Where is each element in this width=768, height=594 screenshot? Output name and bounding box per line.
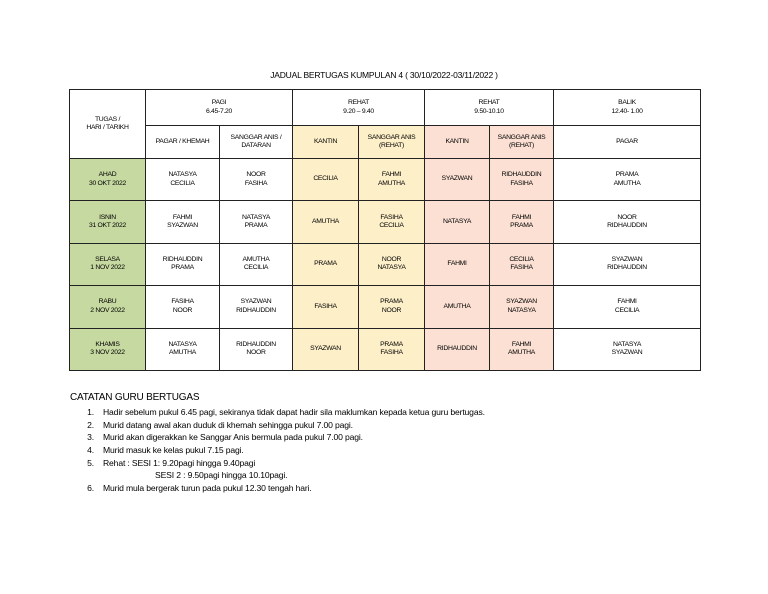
duty-cell [490,159,554,201]
teacher-name: FASIHA [314,302,337,310]
sub-header-sanggar-dataran: SANGGAR ANIS / DATARAN [220,126,293,159]
header-row-groups [70,90,701,126]
duty-cell [146,286,220,328]
teacher-name: FAHMI [447,260,467,268]
teacher-name: FASIHA [244,179,268,187]
duty-cell [146,243,220,285]
teacher-name: RIDHAUDDIN [607,264,647,272]
header-row-locations [70,126,701,159]
table-row [70,201,701,243]
teacher-name: PRAMA [380,298,403,306]
sub-header-pagar-khemah: PAGAR / KHEMAH [146,126,220,159]
group-header-pagi: PAGI 6.45-7.20 [146,90,293,126]
duty-cell [425,286,490,328]
day-date-cell: RABU 2 NOV 2022 [70,286,146,328]
duty-cell [490,243,554,285]
teacher-name: FAHMI [381,171,402,179]
duty-cell [220,328,293,370]
sub-header-sanggar-rehat-2: SANGGAR ANIS (REHAT) [490,126,554,159]
teacher-name: RIDHAUDDIN [162,255,203,263]
list-item [70,406,710,419]
teacher-name: RIDHAUDDIN [607,222,647,230]
teacher-name: NOOR [381,306,402,314]
teacher-name: AMUTHA [169,349,196,357]
teacher-name: CECILIA [313,175,338,183]
teacher-name: FASIHA [380,349,403,357]
teacher-name: CECILIA [243,264,269,272]
teacher-name: PRAMA [615,171,639,179]
duty-cell [490,201,554,243]
teacher-name: RIDHAUDDIN [236,306,276,314]
duty-cell [554,243,701,285]
duty-cell [359,159,425,201]
sub-header-kantin-2: KANTIN [425,126,490,159]
teacher-name: CECILIA [509,255,534,263]
notes-title: CATATAN GURU BERTUGAS [70,392,200,403]
note-text: Rehat : SESI 1: 9.20pagi hingga 9.40pagi [103,457,256,468]
document-title: JADUAL BERTUGAS KUMPULAN 4 ( 30/10/2022-03/11/2022 ) [270,70,498,80]
teacher-name: AMUTHA [312,217,339,225]
teacher-name: NOOR [172,306,193,314]
duty-cell [293,159,359,201]
duty-schedule-table [69,89,701,371]
duty-cell [293,243,359,285]
teacher-name: NOOR [246,171,266,179]
note-number: 1. [87,407,94,418]
table-row [70,286,701,328]
schedule-body [70,159,701,371]
duty-cell [220,286,293,328]
duty-cell [425,159,490,201]
teacher-name: SYAZWAN [611,349,643,357]
day-date-cell: KHAMIS 3 NOV 2022 [70,328,146,370]
duty-cell [293,201,359,243]
duty-cell [293,286,359,328]
duty-cell [554,159,701,201]
teacher-name: CECILIA [170,179,195,187]
teacher-name: RIDHAUDDIN [437,345,477,353]
note-number: 6. [87,482,94,493]
teacher-name: FAHMI [511,213,532,221]
teacher-name: PRAMA [171,264,194,272]
duty-cell [359,286,425,328]
teacher-name: PRAMA [314,260,337,268]
note-number: 3. [87,432,94,443]
note-text: Murid mula bergerak turun pada pukul 12.30 tengah hari. [103,482,312,493]
table-row [70,328,701,370]
note-text: Murid akan digerakkan ke Sanggar Anis bermula pada pukul 7.00 pagi. [103,432,363,443]
teacher-name: AMUTHA [378,179,405,187]
table-row [70,159,701,201]
duty-cell [220,201,293,243]
teacher-name: SYAZWAN [310,345,341,353]
teacher-name: NATASYA [168,340,197,348]
teacher-name: NOOR [246,349,266,357]
duty-cell [220,159,293,201]
list-item [70,419,710,432]
teacher-name: FAHMI [172,213,193,221]
list-item [70,431,710,444]
note-number: 5. [87,457,94,468]
day-date-cell: SELASA 1 NOV 2022 [70,243,146,285]
note-text: Hadir sebelum pukul 6.45 pagi, sekiranya tidak dapat hadir sila maklumkan kepada ketua guru bertugas. [103,407,485,418]
note-text: Murid datang awal akan duduk di khemah sehingga pukul 7.00 pagi. [103,419,353,430]
list-item [70,444,710,457]
teacher-name: NOOR [381,255,402,263]
duty-cell [425,328,490,370]
day-date-cell: AHAD 30 OKT 2022 [70,159,146,201]
duty-notes [70,392,710,494]
teacher-name: NATASYA [377,264,406,272]
teacher-name: FASIHA [380,213,403,221]
teacher-name: SYAZWAN [240,298,272,306]
teacher-name: SYAZWAN [506,298,537,306]
duty-cell [554,286,701,328]
duty-cell [490,286,554,328]
duty-cell [146,328,220,370]
teacher-name: RIDHAUDDIN [501,171,542,179]
duty-cell [425,243,490,285]
teacher-name: FASIHA [510,264,533,272]
teacher-name: NATASYA [168,171,197,179]
note-text: Murid masuk ke kelas pukul 7.15 pagi. [103,445,244,456]
teacher-name: SYAZWAN [441,175,473,183]
duty-cell [146,201,220,243]
teacher-name: NATASYA [612,340,642,348]
notes-list [70,406,710,494]
table-row [70,243,701,285]
duty-cell [359,328,425,370]
list-item [70,456,710,469]
duty-cell [359,201,425,243]
note-number: 4. [87,445,94,456]
duty-cell [146,159,220,201]
teacher-name: PRAMA [510,222,533,230]
duty-cell [220,243,293,285]
teacher-name: CECILIA [379,222,404,230]
teacher-name: RIDHAUDDIN [236,340,276,348]
duty-cell [293,328,359,370]
teacher-name: SYAZWAN [167,222,198,230]
corner-header: TUGAS / HARI / TARIKH [70,90,146,159]
teacher-name: AMUTHA [508,349,535,357]
duty-cell [359,243,425,285]
teacher-name: FASIHA [510,179,533,187]
group-header-rehat-2: REHAT 9.50-10.10 [425,90,554,126]
teacher-name: FAHMI [511,340,532,348]
sub-header-pagar: PAGAR [554,126,701,159]
group-header-balik: BALIK 12.40- 1.00 [554,90,701,126]
sub-header-kantin-1: KANTIN [293,126,359,159]
note-number: 2. [87,419,94,430]
teacher-name: SYAZWAN [611,255,643,263]
teacher-name: PRAMA [380,340,403,348]
day-date-cell: ISNIN 31 OKT 2022 [70,201,146,243]
duty-cell [554,328,701,370]
list-item [70,469,710,482]
teacher-name: AMUTHA [242,255,270,263]
duty-cell [490,328,554,370]
sub-header-sanggar-rehat-1: SANGGAR ANIS (REHAT) [359,126,425,159]
teacher-name: CECILIA [614,306,640,314]
teacher-name: NATASYA [507,306,536,314]
group-header-rehat-1: REHAT 9.20 – 9.40 [293,90,425,126]
teacher-name: NATASYA [241,213,271,221]
teacher-name: FASIHA [171,298,194,306]
teacher-name: AMUTHA [613,179,641,187]
teacher-name: AMUTHA [443,302,471,310]
duty-cell [425,201,490,243]
teacher-name: FAHMI [617,298,637,306]
teacher-name: PRAMA [244,222,268,230]
note-text: SESI 2 : 9.50pagi hingga 10.10pagi. [155,470,288,481]
teacher-name: NATASYA [442,217,472,225]
duty-cell [554,201,701,243]
teacher-name: NOOR [617,213,637,221]
list-item [70,482,710,495]
